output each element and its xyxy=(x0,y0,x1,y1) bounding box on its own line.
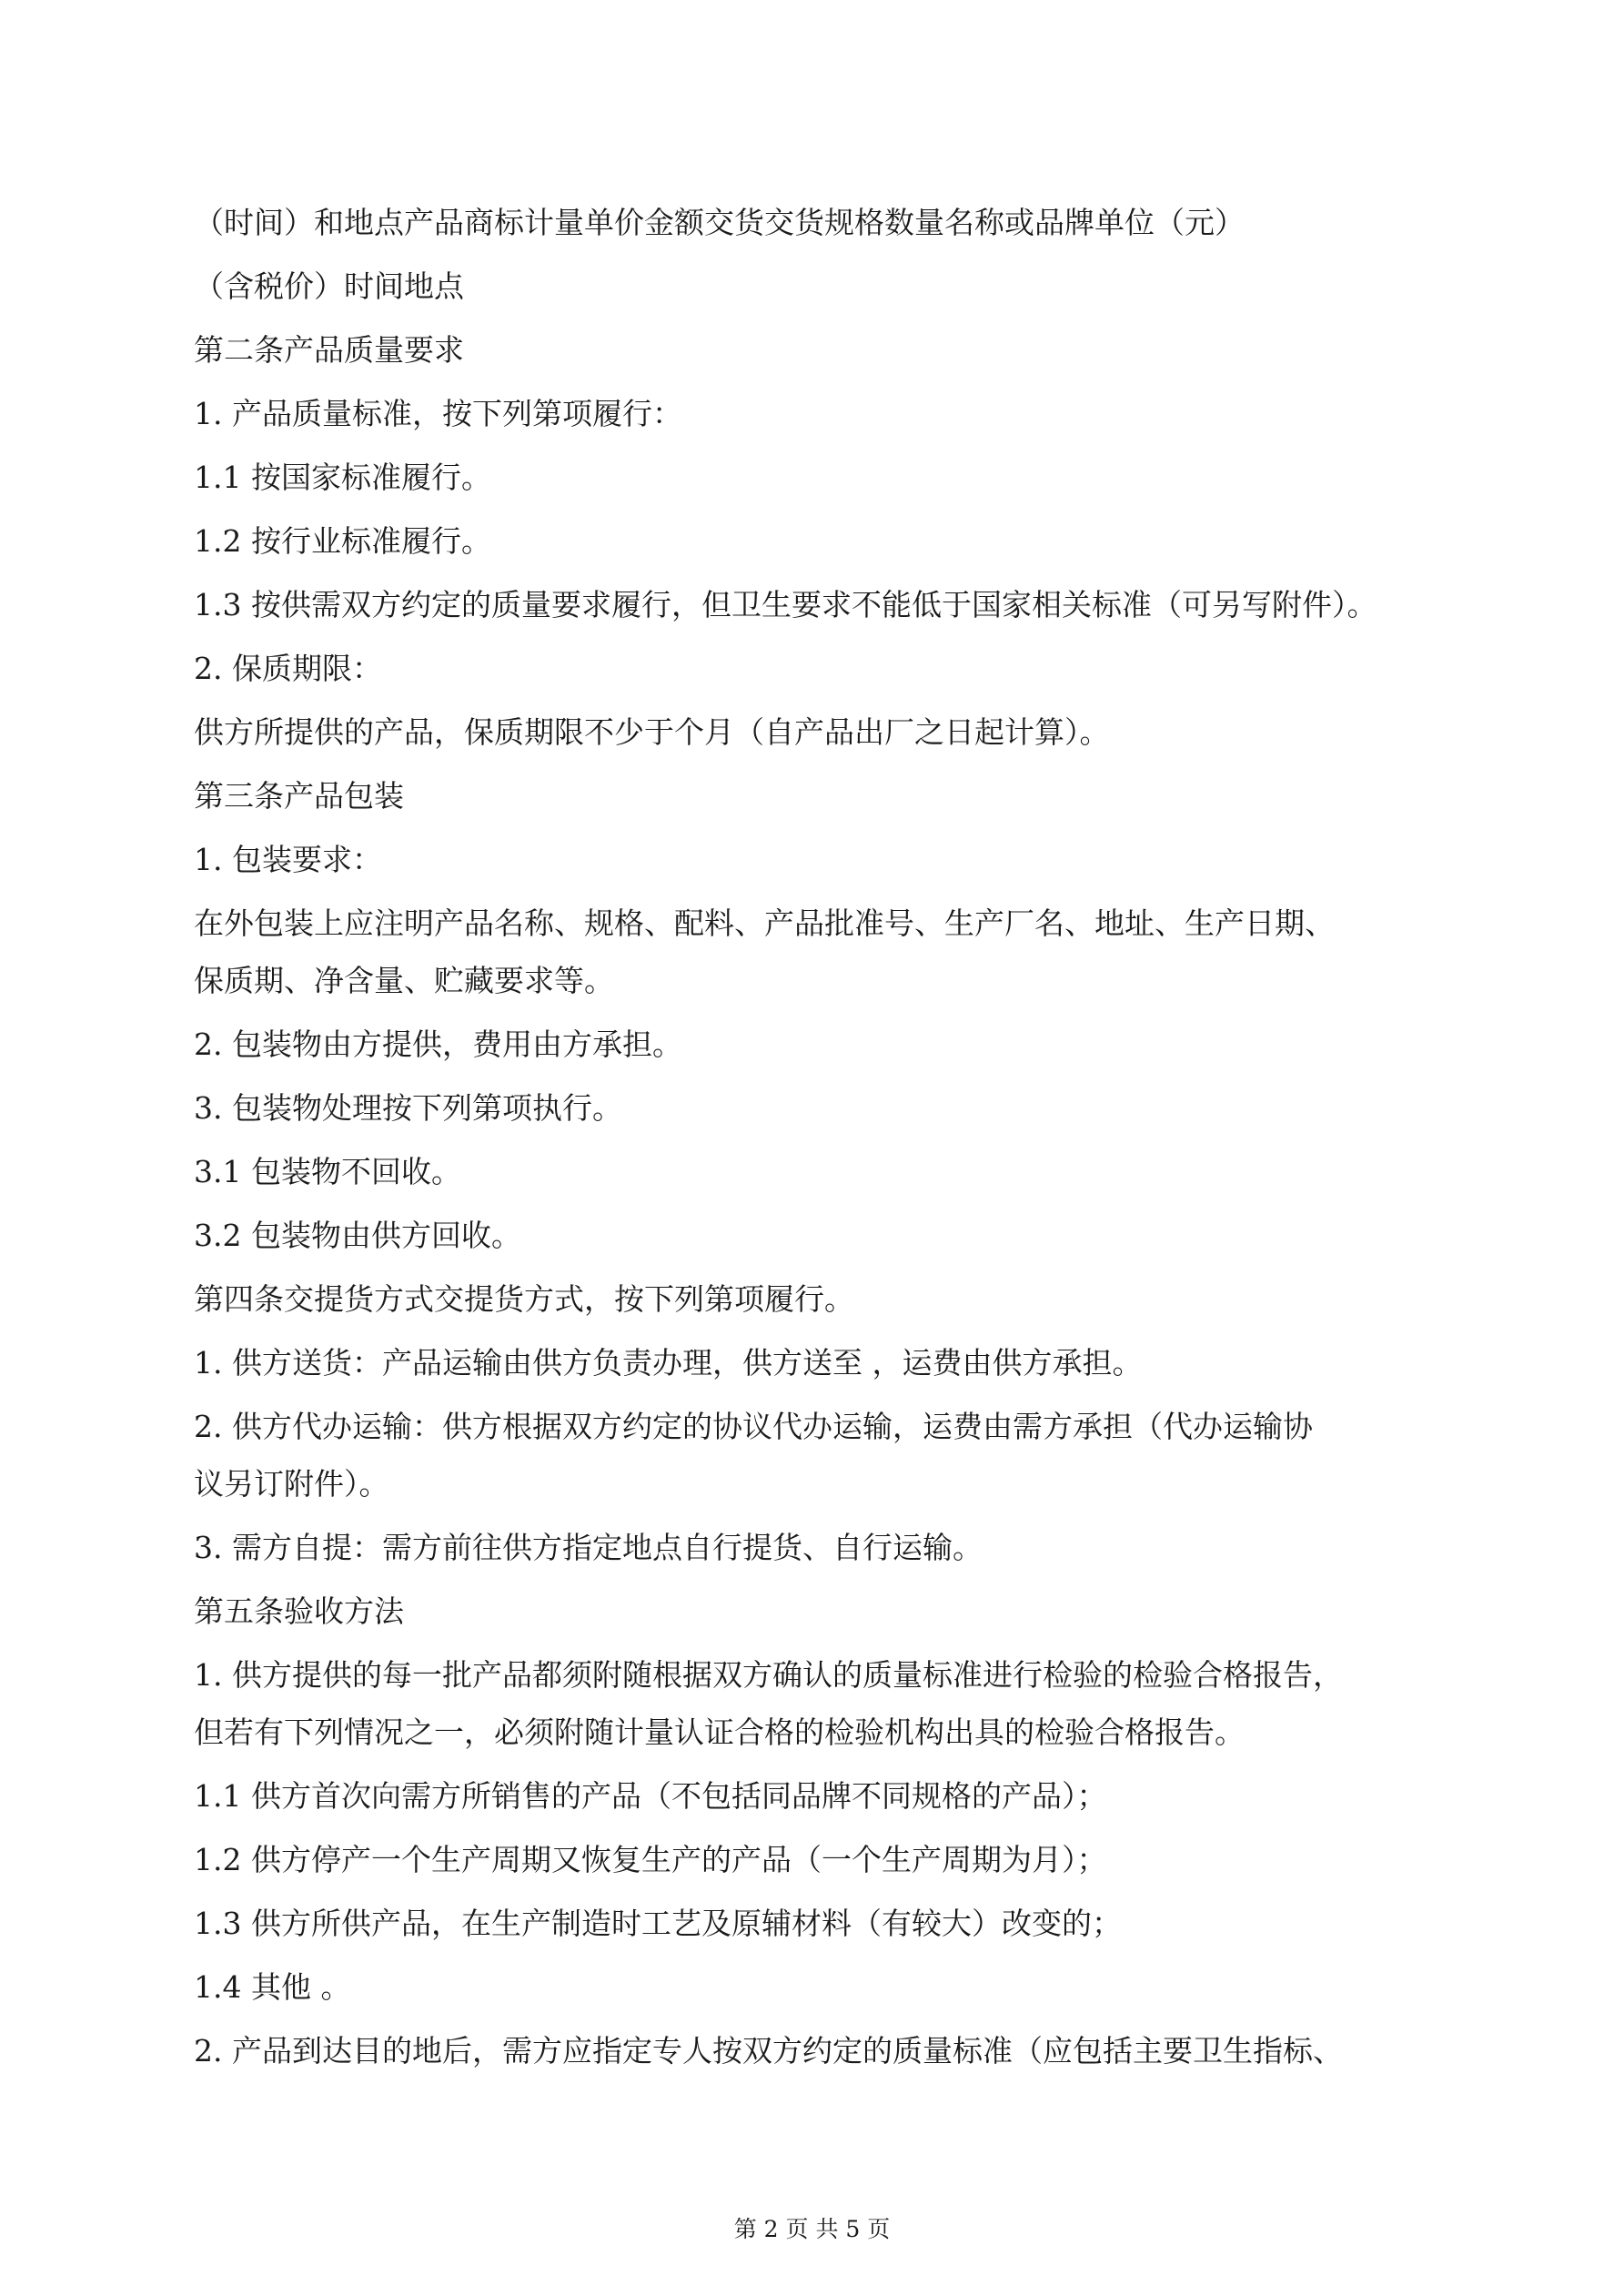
text-line: 1. 包装要求： xyxy=(194,842,382,877)
text-line: 1.4 其他 。 xyxy=(194,1969,351,2005)
text-line: （含税价）时间地点 xyxy=(194,268,464,304)
section-heading: 第二条产品质量要求 xyxy=(194,332,464,368)
text-line: 1.3 供方所供产品，在生产制造时工艺及原辅材料（有较大）改变的； xyxy=(194,1906,1122,1941)
text-line: 1.3 按供需双方约定的质量要求履行，但卫生要求不能低于国家相关标准（可另写附件）。 xyxy=(194,587,1377,622)
text-line: 1. 供方提供的每一批产品都须附随根据双方确认的质量标准进行检验的检验合格报告， xyxy=(194,1657,1343,1693)
text-line: （时间）和地点产品商标计量单价金额交货交货规格数量名称或品牌单位（元） xyxy=(194,205,1245,240)
text-line: 3. 需方自提：需方前往供方指定地点自行提货、自行运输。 xyxy=(194,1530,983,1565)
text-line: 1.1 按国家标准履行。 xyxy=(194,460,491,495)
section-heading: 第三条产品包装 xyxy=(194,778,404,814)
text-line: 议另订附件）。 xyxy=(194,1466,389,1502)
text-line: 2. 包装物由方提供，费用由方承担。 xyxy=(194,1027,682,1062)
text-line: 3.1 包装物不回收。 xyxy=(194,1154,461,1189)
contract-body xyxy=(194,202,1468,2094)
text-line: 3.2 包装物由供方回收。 xyxy=(194,1218,521,1253)
text-line: 供方所提供的产品，保质期限不少于个月（自产品出厂之日起计算）。 xyxy=(194,714,1110,750)
text-line: 2. 产品到达目的地后，需方应指定专人按双方约定的质量标准（应包括主要卫生指标、 xyxy=(194,2033,1343,2068)
text-line: 在外包装上应注明产品名称、规格、配料、产品批准号、生产厂名、地址、生产日期、 xyxy=(194,905,1335,941)
text-line: 1.1 供方首次向需方所销售的产品（不包括同品牌不同规格的产品）； xyxy=(194,1778,1107,1814)
text-line: 1.2 供方停产一个生产周期又恢复生产的产品（一个生产周期为月）； xyxy=(194,1842,1107,1877)
text-line: 保质期、净含量、贮藏要求等。 xyxy=(194,963,614,998)
page-number-footer: 第 2 页 共 5 页 xyxy=(733,2216,891,2242)
text-line: 2. 保质期限： xyxy=(194,651,382,686)
section-heading: 第四条交提货方式交提货方式，按下列第项履行。 xyxy=(194,1281,854,1317)
section-heading: 第五条验收方法 xyxy=(194,1593,404,1629)
text-line: 1. 产品质量标准，按下列第项履行： xyxy=(194,396,682,431)
text-line: 2. 供方代办运输：供方根据双方约定的协议代办运输，运费由需方承担（代办运输协 xyxy=(194,1409,1313,1444)
text-line: 但若有下列情况之一，必须附随计量认证合格的检验机构出具的检验合格报告。 xyxy=(194,1714,1245,1750)
text-line: 1. 供方送货：产品运输由供方负责办理，供方送至 ，运费由供方承担。 xyxy=(194,1345,1143,1381)
text-line: 1.2 按行业标准履行。 xyxy=(194,523,491,559)
text-line: 3. 包装物处理按下列第项执行。 xyxy=(194,1090,622,1126)
